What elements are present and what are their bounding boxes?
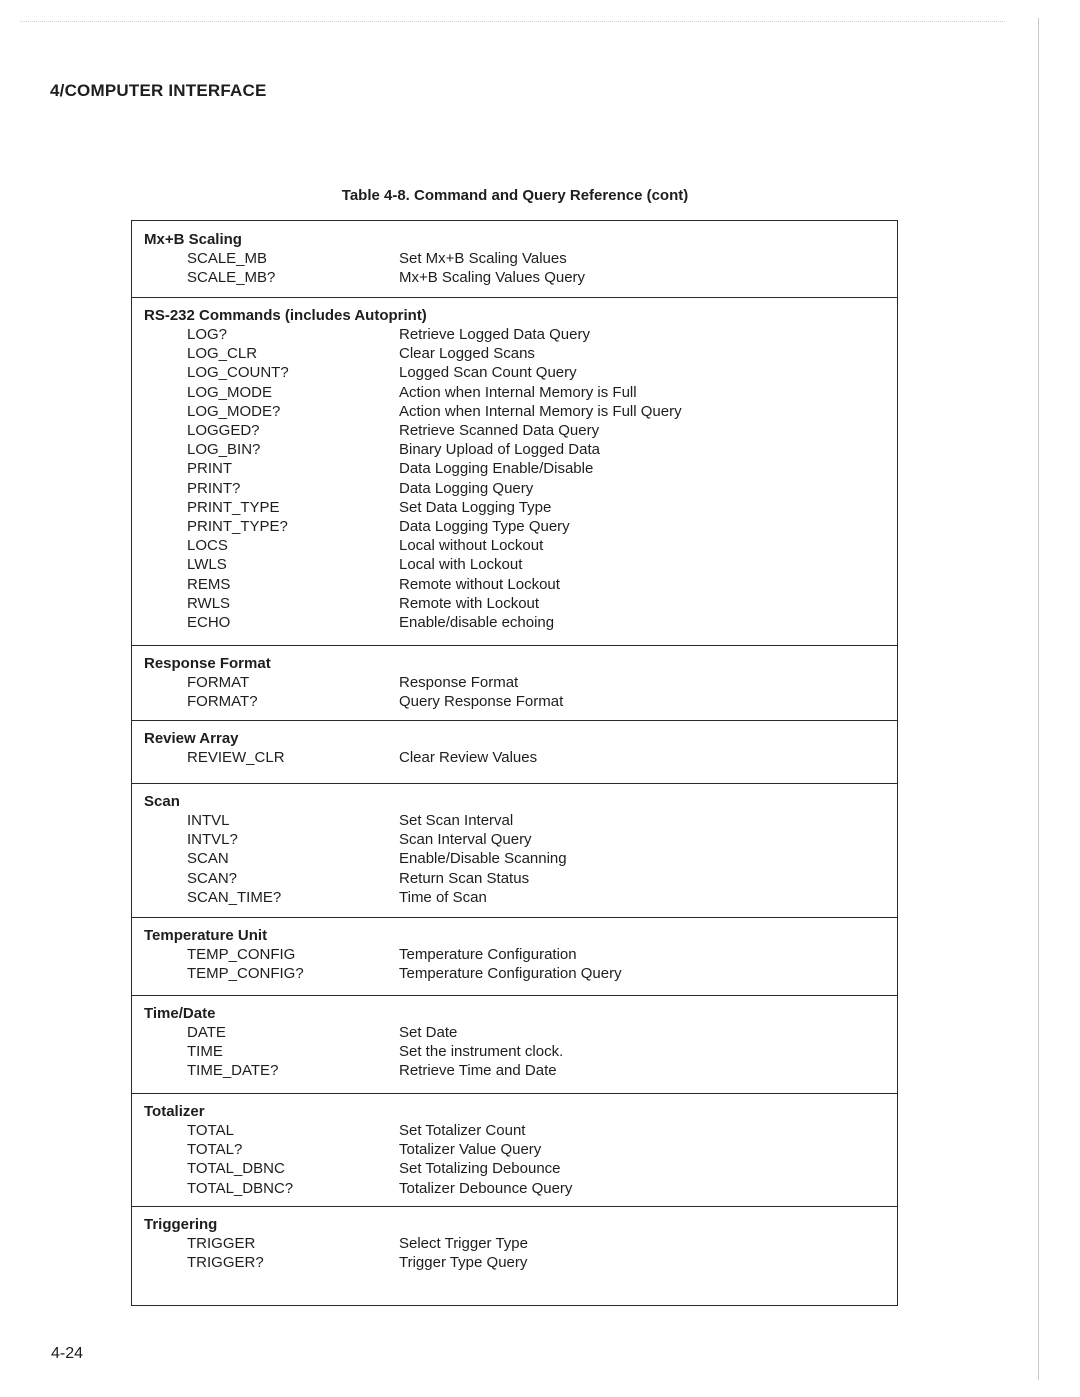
- table-row: [132, 673, 897, 692]
- section-header: 4/COMPUTER INTERFACE: [50, 81, 267, 100]
- command-description: Set Data Logging Type: [399, 498, 552, 516]
- command-description: Retrieve Logged Data Query: [399, 326, 590, 343]
- table-row: [132, 849, 897, 868]
- command-description: Enable/disable echoing: [399, 614, 555, 631]
- table-row: [132, 748, 897, 767]
- command-name: TRIGGER: [187, 1235, 256, 1252]
- section-title: RS-232 Commands (includes Autoprint): [144, 307, 427, 324]
- page-number: 4-24: [51, 1345, 84, 1362]
- command-description: Data Logging Type Query: [399, 518, 570, 535]
- command-name: TIME_DATE?: [187, 1062, 279, 1080]
- table-section: [132, 297, 897, 646]
- section-title: Temperature Unit: [144, 927, 268, 944]
- section-title: Mx+B Scaling: [144, 231, 242, 248]
- table-row: [132, 344, 897, 363]
- table-section: [132, 221, 897, 298]
- command-name: INTVL: [187, 812, 230, 829]
- command-name: LWLS: [187, 556, 227, 574]
- command-description: Set Totalizer Count: [399, 1122, 526, 1139]
- command-name: TOTAL_DBNC: [187, 1160, 285, 1178]
- table-row: [132, 421, 897, 440]
- command-name: LOCS: [187, 537, 228, 555]
- table-row: [132, 459, 897, 478]
- table-row: [132, 1121, 897, 1140]
- command-description: Time of Scan: [399, 888, 487, 906]
- table-row: [132, 1179, 897, 1198]
- table-row: [132, 945, 897, 964]
- command-description: Action when Internal Memory is Full: [399, 383, 637, 401]
- command-description: Temperature Configuration Query: [399, 965, 622, 983]
- command-name: REVIEW_CLR: [187, 749, 285, 766]
- table-section: [132, 1206, 897, 1306]
- command-name: INTVL?: [187, 831, 238, 849]
- command-name: TIME: [187, 1043, 223, 1061]
- command-description: Select Trigger Type: [399, 1235, 528, 1252]
- right-margin-rule: [1038, 18, 1039, 1380]
- table-row: [132, 325, 897, 344]
- top-rule: [20, 21, 1005, 22]
- command-description: Set Mx+B Scaling Values: [399, 250, 567, 267]
- command-description: Retrieve Time and Date: [399, 1062, 557, 1080]
- table-row: [132, 249, 897, 268]
- command-description: Remote with Lockout: [399, 594, 540, 612]
- table-row: [132, 1234, 897, 1253]
- command-name: TEMP_CONFIG: [187, 946, 296, 963]
- command-description: Scan Interval Query: [399, 831, 532, 849]
- table-row: [132, 268, 897, 287]
- command-description: Return Scan Status: [399, 869, 530, 887]
- command-name: LOG_MODE: [187, 383, 273, 401]
- table-section: [132, 720, 897, 784]
- command-name: PRINT: [187, 460, 232, 478]
- table-row: [132, 888, 897, 907]
- table-row: [132, 1042, 897, 1061]
- command-description: Temperature Configuration: [399, 946, 577, 963]
- table-row: [132, 536, 897, 555]
- command-name: SCALE_MB?: [187, 269, 276, 287]
- command-description: Retrieve Scanned Data Query: [399, 422, 600, 439]
- command-description: Data Logging Enable/Disable: [399, 460, 594, 478]
- command-name: PRINT_TYPE: [187, 498, 280, 516]
- command-name: TOTAL_DBNC?: [187, 1179, 294, 1197]
- table-row: [132, 1140, 897, 1159]
- command-description: Local with Lockout: [399, 556, 523, 574]
- section-title: Totalizer: [144, 1103, 205, 1120]
- command-name: TOTAL: [187, 1122, 234, 1139]
- section-title: Review Array: [144, 730, 239, 747]
- command-description: Set Totalizing Debounce: [399, 1160, 561, 1178]
- table-section: [132, 917, 897, 996]
- table-caption: Table 4-8. Command and Query Reference (cont): [341, 187, 689, 204]
- command-description: Trigger Type Query: [399, 1254, 528, 1272]
- table-row: [132, 1061, 897, 1080]
- command-name: DATE: [187, 1024, 226, 1041]
- table-row: [132, 402, 897, 421]
- command-name: SCAN?: [187, 869, 238, 887]
- command-description: Local without Lockout: [399, 537, 544, 555]
- table-row: [132, 517, 897, 536]
- command-reference-table: [131, 220, 898, 1306]
- command-name: LOG_CLR: [187, 345, 258, 363]
- command-description: Totalizer Debounce Query: [399, 1179, 573, 1197]
- command-description: Clear Review Values: [399, 749, 538, 766]
- command-name: LOG_COUNT?: [187, 364, 289, 382]
- command-description: Logged Scan Count Query: [399, 364, 577, 382]
- command-name: LOG_BIN?: [187, 441, 261, 459]
- command-name: FORMAT: [187, 674, 250, 691]
- command-name: ECHO: [187, 614, 231, 631]
- command-name: LOG?: [187, 326, 228, 343]
- table-row: [132, 498, 897, 517]
- section-title: Response Format: [144, 655, 271, 672]
- table-row: [132, 869, 897, 888]
- command-description: Enable/Disable Scanning: [399, 850, 567, 868]
- table-row: [132, 383, 897, 402]
- command-description: Clear Logged Scans: [399, 345, 535, 363]
- table-row: [132, 440, 897, 459]
- command-description: Query Response Format: [399, 693, 564, 711]
- command-description: Remote without Lockout: [399, 575, 560, 593]
- command-description: Response Format: [399, 674, 519, 691]
- section-title: Time/Date: [144, 1005, 216, 1022]
- table-row: [132, 594, 897, 613]
- table-section: [132, 1093, 897, 1207]
- command-name: LOGGED?: [187, 422, 260, 439]
- command-name: PRINT_TYPE?: [187, 518, 288, 535]
- table-row: [132, 811, 897, 830]
- table-row: [132, 1253, 897, 1272]
- table-row: [132, 1159, 897, 1178]
- command-name: SCAN: [187, 850, 229, 868]
- table-row: [132, 479, 897, 498]
- command-name: FORMAT?: [187, 693, 258, 711]
- table-row: [132, 964, 897, 983]
- command-description: Set the instrument clock.: [399, 1043, 564, 1061]
- command-description: Mx+B Scaling Values Query: [399, 269, 586, 287]
- command-name: TRIGGER?: [187, 1254, 264, 1272]
- table-row: [132, 555, 897, 574]
- command-name: LOG_MODE?: [187, 402, 281, 420]
- table-section: [132, 645, 897, 721]
- command-description: Set Date: [399, 1024, 458, 1041]
- table-row: [132, 692, 897, 711]
- command-name: REMS: [187, 575, 231, 593]
- section-title: Triggering: [144, 1216, 218, 1233]
- section-title: Scan: [144, 793, 180, 810]
- command-name: PRINT?: [187, 479, 241, 497]
- command-description: Action when Internal Memory is Full Query: [399, 402, 682, 420]
- table-row: [132, 575, 897, 594]
- command-name: TEMP_CONFIG?: [187, 965, 304, 983]
- command-name: SCAN_TIME?: [187, 888, 282, 906]
- table-row: [132, 830, 897, 849]
- table-row: [132, 1023, 897, 1042]
- command-description: Totalizer Value Query: [399, 1141, 542, 1159]
- command-description: Set Scan Interval: [399, 812, 514, 829]
- command-description: Binary Upload of Logged Data: [399, 441, 600, 459]
- table-section: [132, 783, 897, 918]
- table-row: [132, 613, 897, 632]
- table-section: [132, 995, 897, 1094]
- command-name: SCALE_MB: [187, 250, 268, 267]
- table-row: [132, 363, 897, 382]
- command-name: RWLS: [187, 594, 231, 612]
- command-name: TOTAL?: [187, 1141, 243, 1159]
- command-description: Data Logging Query: [399, 479, 534, 497]
